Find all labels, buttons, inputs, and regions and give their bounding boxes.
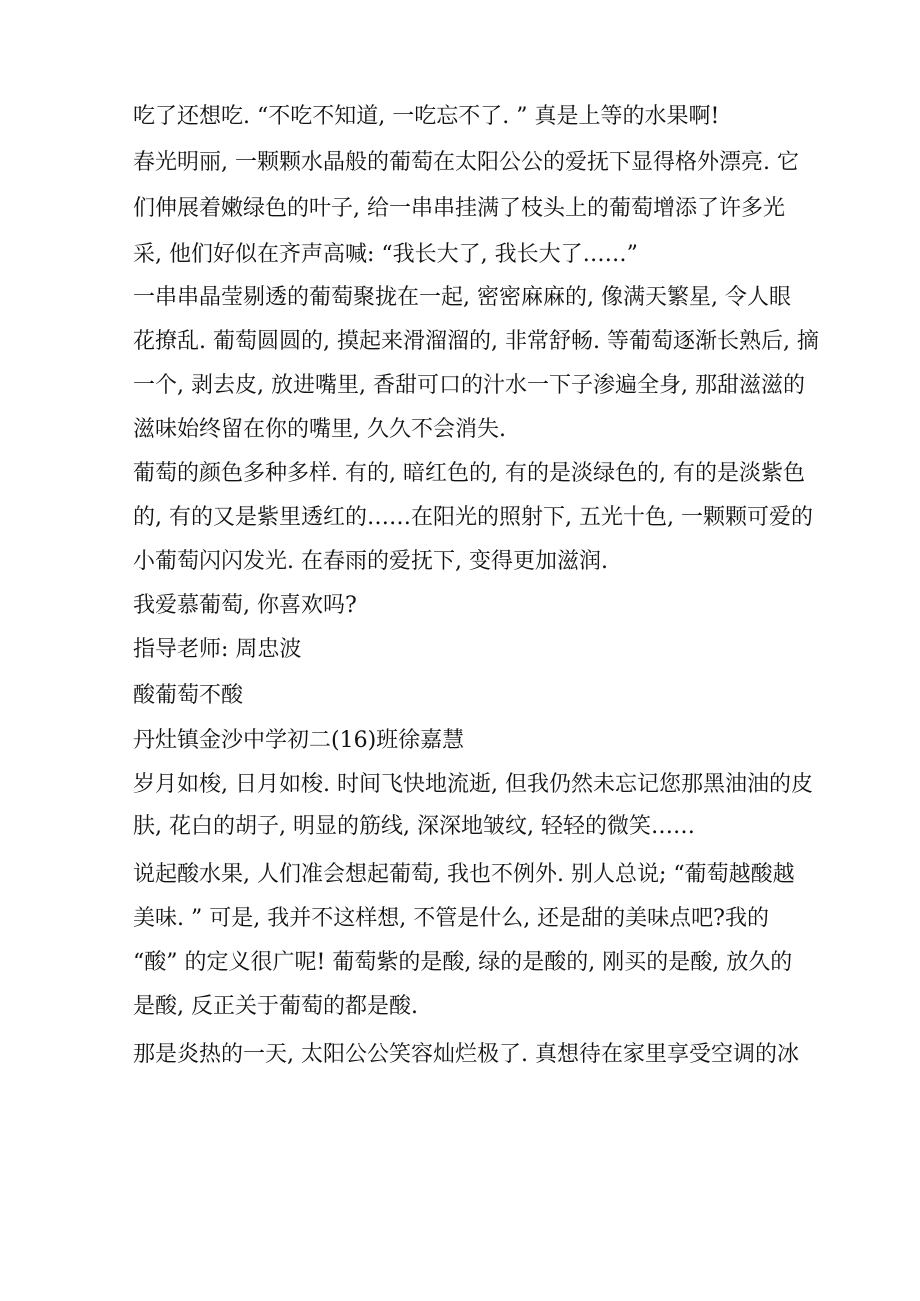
author-line: 丹灶镇金沙中学初二(16)班徐嘉慧 xyxy=(133,728,465,753)
text-line: 岁月如梭, 日月如梭. 时间飞快地流逝, 但我仍然未忘记您那黑油油的皮 xyxy=(133,772,813,797)
text-line: 肤, 花白的胡子, 明显的筋线, 深深地皱纹, 轻轻的微笑…… xyxy=(133,814,695,839)
text-line: 采, 他们好似在齐声高喊: “我长大了, 我长大了……” xyxy=(133,242,638,267)
text-line: 我爱慕葡萄, 你喜欢吗? xyxy=(133,593,357,618)
text-line: 滋味始终留在你的嘴里, 久久不会消失. xyxy=(133,417,506,442)
text-line: 花撩乱. 葡萄圆圆的, 摸起来滑溜溜的, 非常舒畅. 等葡萄逐渐长熟后, 摘 xyxy=(133,329,819,354)
section-title: 酸葡萄不酸 xyxy=(133,683,244,708)
text-line: 小葡萄闪闪发光. 在春雨的爱抚下, 变得更加滋润. xyxy=(133,549,608,574)
text-line: 一串串晶莹剔透的葡萄聚拢在一起, 密密麻麻的, 像满天繁星, 令人眼 xyxy=(133,285,791,310)
text-line: “酸” 的定义很广呢! 葡萄紫的是酸, 绿的是酸的, 刚买的是酸, 放久的 xyxy=(133,950,793,975)
text-line: 说起酸水果, 人们准会想起葡萄, 我也不例外. 别人总说; “葡萄越酸越 xyxy=(133,862,795,887)
text-line: 葡萄的颜色多种多样. 有的, 暗红色的, 有的是淡绿色的, 有的是淡紫色 xyxy=(133,461,805,486)
text-line: 春光明丽, 一颗颗水晶般的葡萄在太阳公公的爱抚下显得格外漂亮. 它 xyxy=(133,150,799,175)
text-line: 的, 有的又是紫里透红的……在阳光的照射下, 五光十色, 一颗颗可爱的 xyxy=(133,505,813,530)
document-body xyxy=(133,102,819,1070)
text-line: 们伸展着嫩绿色的叶子, 给一串串挂满了枝头上的葡萄增添了许多光 xyxy=(133,196,785,221)
text-line: 指导老师: 周忠波 xyxy=(133,637,302,662)
text-line: 一个, 剥去皮, 放进嘴里, 香甜可口的汁水一下子渗遍全身, 那甜滋滋的 xyxy=(133,373,805,398)
text-line: 那是炎热的一天, 太阳公公笑容灿烂极了. 真想待在家里享受空调的冰 xyxy=(133,1042,799,1067)
text-line: 美味. ” 可是, 我并不这样想, 不管是什么, 还是甜的美味点吧?我的 xyxy=(133,906,769,931)
text-line: 是酸, 反正关于葡萄的都是酸. xyxy=(133,994,418,1019)
text-line: 吃了还想吃. “不吃不知道, 一吃忘不了. ” 真是上等的水果啊! xyxy=(133,104,720,129)
